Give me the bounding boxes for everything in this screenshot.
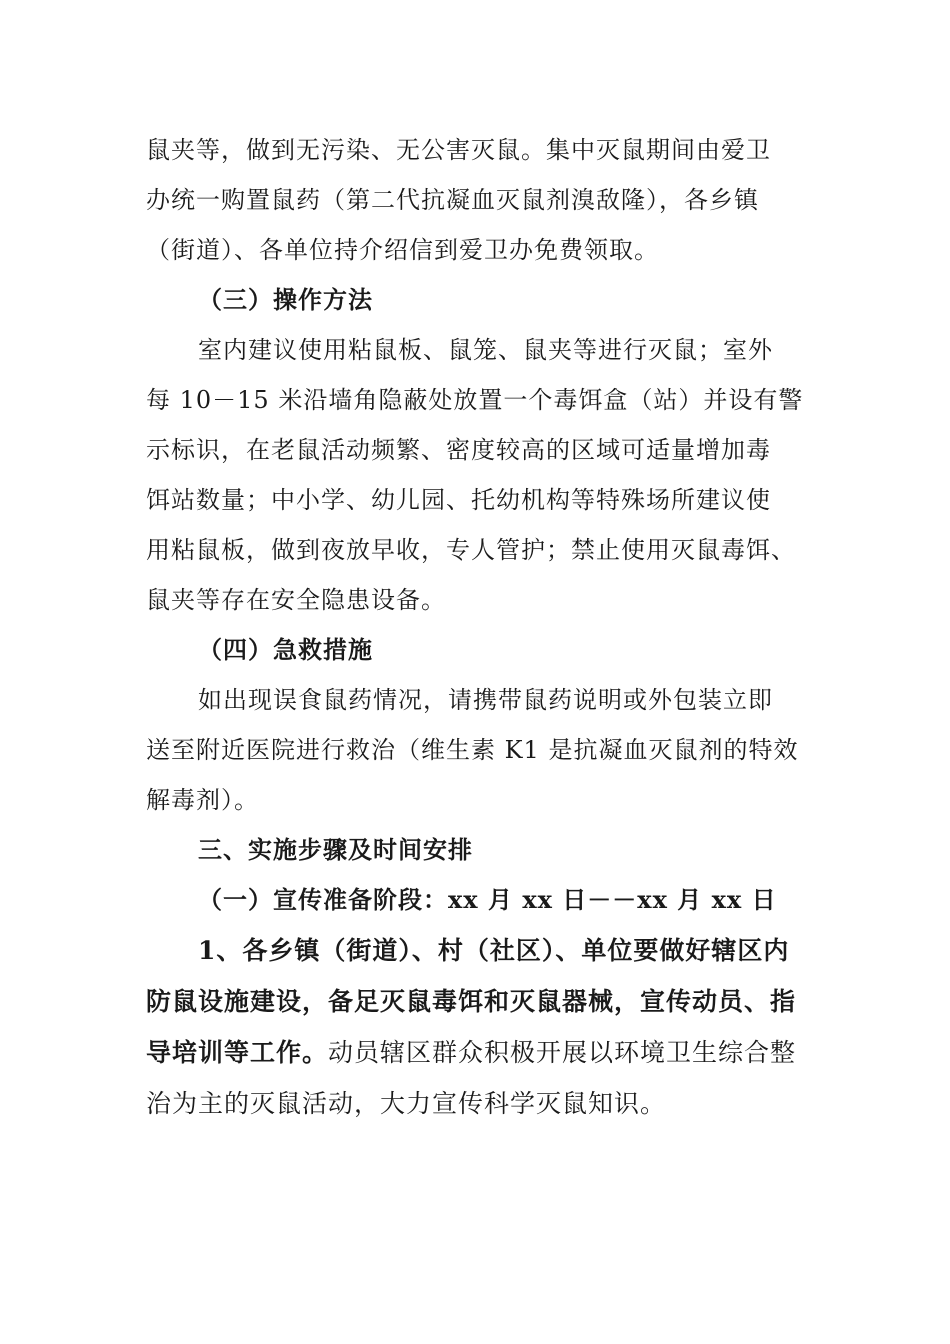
- text-line-bold: 1、各乡镇（街道）、村（社区）、单位要做好辖区内: [198, 936, 790, 965]
- section-heading-stage1: （一）宣传准备阶段：xx 月 xx 日－－xx 月 xx 日: [198, 885, 777, 914]
- section-heading-first-aid: （四）急救措施: [198, 635, 373, 664]
- text-line: 用粘鼠板，做到夜放早收，专人管护；禁止使用灭鼠毒饵、: [146, 536, 796, 564]
- section-heading-steps: 三、实施步骤及时间安排: [198, 835, 473, 864]
- text-line: 办统一购置鼠药（第二代抗凝血灭鼠剂溴敌隆），各乡镇: [146, 186, 759, 214]
- normal-segment: 动员辖区群众积极开展以环境卫生综合整: [328, 1038, 797, 1067]
- document-body: [146, 125, 806, 1129]
- text-line: 饵站数量；中小学、幼儿园、托幼机构等特殊场所建议使: [146, 486, 771, 514]
- text-line: （街道）、各单位持介绍信到爱卫办免费领取。: [146, 236, 659, 264]
- text-line: 解毒剂）。: [146, 786, 259, 814]
- text-line: 室内建议使用粘鼠板、鼠笼、鼠夹等进行灭鼠；室外: [198, 336, 773, 364]
- text-line-bold: 防鼠设施建设，备足灭鼠毒饵和灭鼠器械，宣传动员、指: [146, 987, 797, 1016]
- text-line: 治为主的灭鼠活动，大力宣传科学灭鼠知识。: [146, 1089, 667, 1118]
- text-line: 示标识，在老鼠活动频繁、密度较高的区域可适量增加毒: [146, 436, 771, 464]
- text-line: 鼠夹等，做到无污染、无公害灭鼠。集中灭鼠期间由爱卫: [146, 136, 771, 164]
- text-line: 送至附近医院进行救治（维生素 K1 是抗凝血灭鼠剂的特效: [146, 736, 799, 764]
- text-line-mixed: [146, 1027, 806, 1078]
- section-heading-method: （三）操作方法: [198, 285, 373, 314]
- text-line: 鼠夹等存在安全隐患设备。: [146, 586, 446, 614]
- bold-segment: 导培训等工作。: [146, 1038, 329, 1067]
- text-line: 如出现误食鼠药情况，请携带鼠药说明或外包装立即: [198, 686, 773, 714]
- text-line: 每 10－15 米沿墙角隐蔽处放置一个毒饵盒（站）并设有警: [146, 386, 804, 414]
